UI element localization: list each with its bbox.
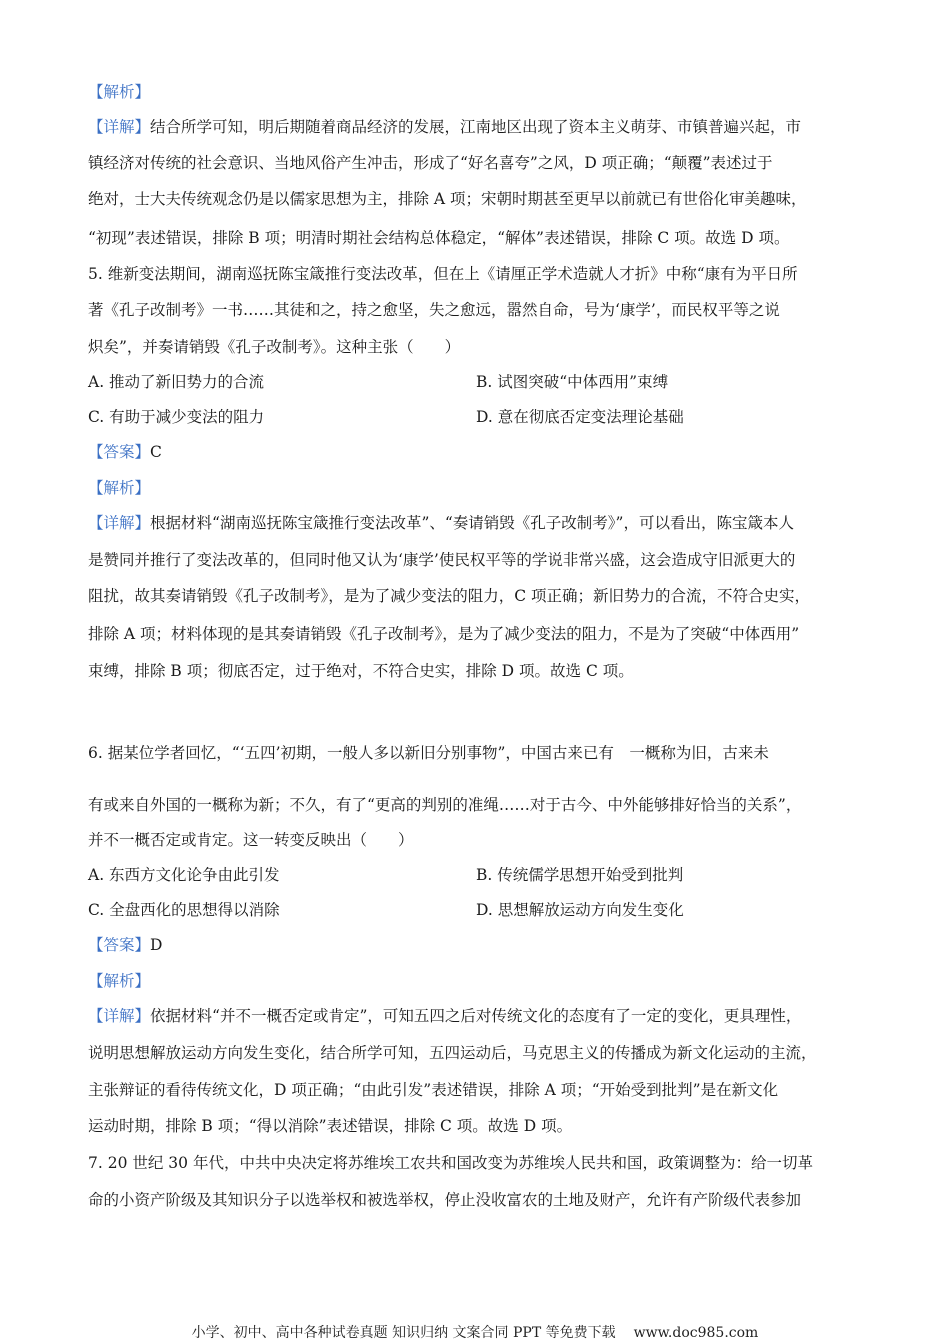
q6-analysis-heading bbox=[88, 971, 868, 991]
detail-text: 根据材料“湖南巡抚陈宝箴推行变法改革”、“奏请销毁《孔子改制考》”，可以看出，陈宝箴本人 bbox=[150, 514, 794, 532]
answer-tag: 【答案】 bbox=[88, 443, 151, 461]
q5-stem-line: 炽矣”，并奏请销毁《孔子改制考》。这种主张（ ） bbox=[88, 338, 461, 356]
q5-answer bbox=[88, 442, 868, 462]
q5-option-c: C. 有助于减少变法的阻力 bbox=[88, 408, 265, 426]
answer-tag: 【答案】 bbox=[88, 936, 151, 954]
q6-stem-line: 并不一概否定或肯定。这一转变反映出（ ） bbox=[88, 831, 414, 849]
analysis-tag: 【解析】 bbox=[88, 83, 151, 101]
footer-url[interactable]: www.doc985.com bbox=[633, 1325, 759, 1341]
q5-option-b: B. 试图突破“中体西用”束缚 bbox=[476, 373, 669, 391]
q5-stem-line: 5. 维新变法期间，湖南巡抚陈宝箴推行变法改革，但在上《请厘正学术造就人才折》中称“康有为平日所 bbox=[88, 265, 798, 283]
detail-text: 结合所学可知，明后期随着商品经济的发展，江南地区出现了资本主义萌芽、市镇普遍兴起，市 bbox=[150, 118, 802, 136]
q6-stem-line: 6. 据某位学者回忆，“‘五四’初期，一般人多以新旧分别事物”，中国古来已有 一概称为旧，古来未 bbox=[88, 744, 769, 762]
answer-value: C bbox=[150, 443, 162, 461]
q7-stem-line: 命的小资产阶级及其知识分子以选举权和被选举权，停止没收富农的土地及财产，允许有产阶级代表参加 bbox=[88, 1191, 802, 1209]
q5-stem-line: 著《孔子改制考》一书……其徒和之，持之愈坚，失之愈远，嚣然自命，号为‘康学’，而民权平等之说 bbox=[88, 301, 780, 319]
analysis-tag: 【解析】 bbox=[88, 972, 151, 990]
q5-detail-line: 是赞同并推行了变法改革的，但同时他又认为‘康学’使民权平等的学说非常兴盛，这会造成守旧派更大的 bbox=[88, 551, 796, 569]
analysis-heading bbox=[88, 82, 868, 102]
detail-line bbox=[88, 117, 868, 137]
q6-stem-line: 有或来自外国的一概称为新；不久，有了“更高的判别的准绳……对于古今、中外能够排好恰当的关系”， bbox=[88, 796, 802, 814]
detail-tag: 【详解】 bbox=[88, 1007, 151, 1025]
detail-line: 镇经济对传统的社会意识、当地风俗产生冲击，形成了“好名喜夸”之风，D 项正确；“颠覆”表述过于 bbox=[88, 154, 773, 172]
q6-option-b: B. 传统儒学思想开始受到批判 bbox=[476, 866, 684, 884]
q5-detail-line: 阻扰，故其奏请销毁《孔子改制考》，是为了减少变法的阻力，C 项正确；新旧势力的合流，不符合史实， bbox=[88, 587, 811, 605]
q5-detail-line bbox=[88, 513, 868, 533]
detail-line: “初现”表述错误，排除 B 项；明清时期社会结构总体稳定，“解体”表述错误，排除 C 项。故选 D 项。 bbox=[88, 229, 790, 247]
q6-detail-line: 主张辩证的看待传统文化，D 项正确；“由此引发”表述错误，排除 A 项；“开始受到批判”是在新文化 bbox=[88, 1081, 779, 1099]
detail-tag: 【详解】 bbox=[88, 118, 151, 136]
q6-detail-line: 运动时期，排除 B 项；“得以消除”表述错误，排除 C 项。故选 D 项。 bbox=[88, 1117, 573, 1135]
q5-analysis-heading bbox=[88, 478, 868, 498]
q5-option-d: D. 意在彻底否定变法理论基础 bbox=[476, 408, 684, 426]
page-footer bbox=[0, 1322, 950, 1342]
q5-option-a: A. 推动了新旧势力的合流 bbox=[88, 373, 265, 391]
q6-option-c: C. 全盘西化的思想得以消除 bbox=[88, 901, 280, 919]
analysis-tag: 【解析】 bbox=[88, 479, 151, 497]
detail-text: 依据材料“并不一概否定或肯定”，可知五四之后对传统文化的态度有了一定的变化，更具理性， bbox=[150, 1007, 802, 1025]
q6-detail-line: 说明思想解放运动方向发生变化，结合所学可知，五四运动后，马克思主义的传播成为新文化运动的主流， bbox=[88, 1044, 817, 1062]
q6-answer bbox=[88, 935, 868, 955]
q6-option-a: A. 东西方文化论争由此引发 bbox=[88, 866, 280, 884]
q5-detail-line: 束缚，排除 B 项；彻底否定，过于绝对，不符合史实，排除 D 项。故选 C 项。 bbox=[88, 662, 634, 680]
footer-text: 小学、初中、高中各种试卷真题 知识归纳 文案合同 PPT 等免费下载 bbox=[191, 1325, 616, 1341]
q7-stem-line: 7. 20 世纪 30 年代，中共中央决定将苏维埃工农共和国改变为苏维埃人民共和国，政策调整为：给一切革 bbox=[88, 1154, 813, 1172]
q5-detail-line: 排除 A 项；材料体现的是其奏请销毁《孔子改制考》，是为了减少变法的阻力，不是为了突破“中体西用” bbox=[88, 625, 800, 643]
answer-value: D bbox=[150, 936, 163, 954]
q6-detail-line bbox=[88, 1006, 868, 1026]
detail-line: 绝对，士大夫传统观念仍是以儒家思想为主，排除 A 项；宋朝时期甚至更早以前就已有世俗化审美趣味， bbox=[88, 190, 807, 208]
q6-option-d: D. 思想解放运动方向发生变化 bbox=[476, 901, 684, 919]
detail-tag: 【详解】 bbox=[88, 514, 151, 532]
